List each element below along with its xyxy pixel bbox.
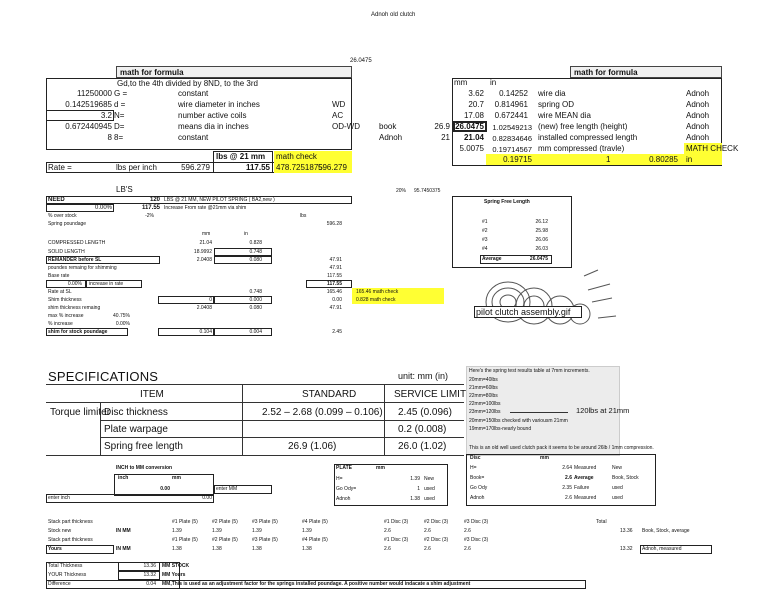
check-b: 1 — [606, 155, 611, 164]
col-service: SERVICE LIMIT — [394, 389, 467, 400]
right-formula-header: math for formula — [570, 66, 722, 78]
in-col: in — [244, 231, 248, 237]
rate-label: Rate = — [48, 163, 72, 172]
lbs-value: 117.55 — [245, 163, 270, 172]
clutch-diagram-icon — [472, 268, 620, 340]
specifications-unit: unit: mm (in) — [398, 371, 449, 381]
total-label: Total Thickness — [48, 563, 83, 569]
yours-note: MM Yours — [162, 572, 186, 578]
math-check-label: math check — [276, 152, 317, 161]
arrow-note: 120lbs at 21mm — [576, 406, 630, 415]
base-rate-label: Base rate — [48, 273, 70, 279]
shim-stock-label: shim for stock poundage — [48, 329, 108, 335]
yours-label: YOUR Thickness — [48, 572, 87, 578]
total-note: MM STOCK — [162, 563, 190, 569]
pct-zero: 0.00% — [94, 205, 112, 211]
conversion-box — [114, 474, 214, 496]
specifications-title: SPECIFICATIONS — [48, 369, 159, 384]
conversion-mm-value: 0.00 — [160, 486, 170, 492]
difference-label: Difference — [48, 581, 71, 587]
max-pct-label: max % increase — [48, 313, 84, 319]
pct-increase-label: % increase — [48, 321, 73, 327]
left-formula-header: math for formula — [116, 66, 352, 78]
increase-desc: Increase From rate @21mm via shim — [164, 205, 247, 211]
shim-check: 0.828 math check — [356, 297, 396, 303]
arrow-line — [510, 412, 568, 413]
check-a: 0.19715 — [503, 155, 532, 164]
spec-group: Torque limiter — [50, 407, 111, 418]
increase-value: 117.55 — [141, 205, 160, 211]
pct-note: 20% — [396, 188, 407, 194]
rate-unit: lbs per inch — [116, 163, 157, 172]
need-value: 120 — [149, 197, 160, 203]
rate-sl-label: Rate at SL — [48, 289, 72, 295]
pct-note-value: 95.7450375 — [414, 188, 441, 194]
lbs-heading: LB'S — [116, 185, 133, 194]
compressed-label: COMPRESSED LENGTH — [48, 240, 106, 246]
need-desc: LBS @ 21 MM, NEW PILOT SPRING ( BA2,new ) — [164, 197, 275, 203]
sheet-title: Adnoh old clutch — [371, 12, 416, 18]
lbs-label: lbs @ 21 mm — [216, 152, 266, 161]
disc-title: Disc — [470, 455, 481, 461]
lbs-unit: lbs — [300, 213, 307, 219]
image-filename: pilot clutch assembly.gif — [476, 307, 571, 317]
need-label: NEED — [48, 197, 65, 203]
plate-title: PLATE — [336, 465, 353, 471]
over-stock-value: -2% — [145, 213, 154, 219]
spring-free-title: Spring Free Length — [484, 199, 530, 205]
remainder-label: REMANDER before SL — [48, 257, 102, 263]
conversion-title: INCH to MM conversion — [116, 465, 173, 471]
col-item: ITEM — [140, 389, 164, 400]
check-c: 0.80285 — [649, 155, 678, 164]
col-in: in — [490, 78, 497, 87]
shim-thickness-label: Shim thickness — [48, 297, 82, 303]
col-mm: mm — [454, 78, 468, 87]
spring-poundage-label: Spring poundage — [48, 221, 87, 227]
rate-value: 596.279 — [181, 163, 210, 172]
pct-inc-label: increase in rate — [89, 281, 124, 287]
col-standard: STANDARD — [302, 389, 357, 400]
check-unit: in — [686, 155, 693, 164]
top-value: 26.0475 — [350, 58, 372, 64]
rate-sl-check: 165.46 math check — [356, 289, 399, 295]
solid-label: SOLID LENGTH — [48, 249, 85, 255]
pounds-shim-label: poundes remaing for shimming — [48, 265, 117, 271]
difference-note: MM,This is used as an adjustment factor for the springs installed poundage. A positive number would indacate a shim adjustment — [162, 581, 471, 587]
formula-subheader-row: Gd,to the 4th divided by 8ND, to the 3rd — [46, 78, 352, 88]
spring-poundage-value: 596.28 — [326, 221, 342, 227]
mm-col: mm — [202, 231, 211, 237]
shim-remaining-label: shim thickness remaing — [48, 305, 101, 311]
check-value-2: 596.279 — [318, 163, 347, 172]
check-value-1: 478.7251875 — [276, 163, 323, 172]
over-stock-label: % over stock — [48, 213, 77, 219]
